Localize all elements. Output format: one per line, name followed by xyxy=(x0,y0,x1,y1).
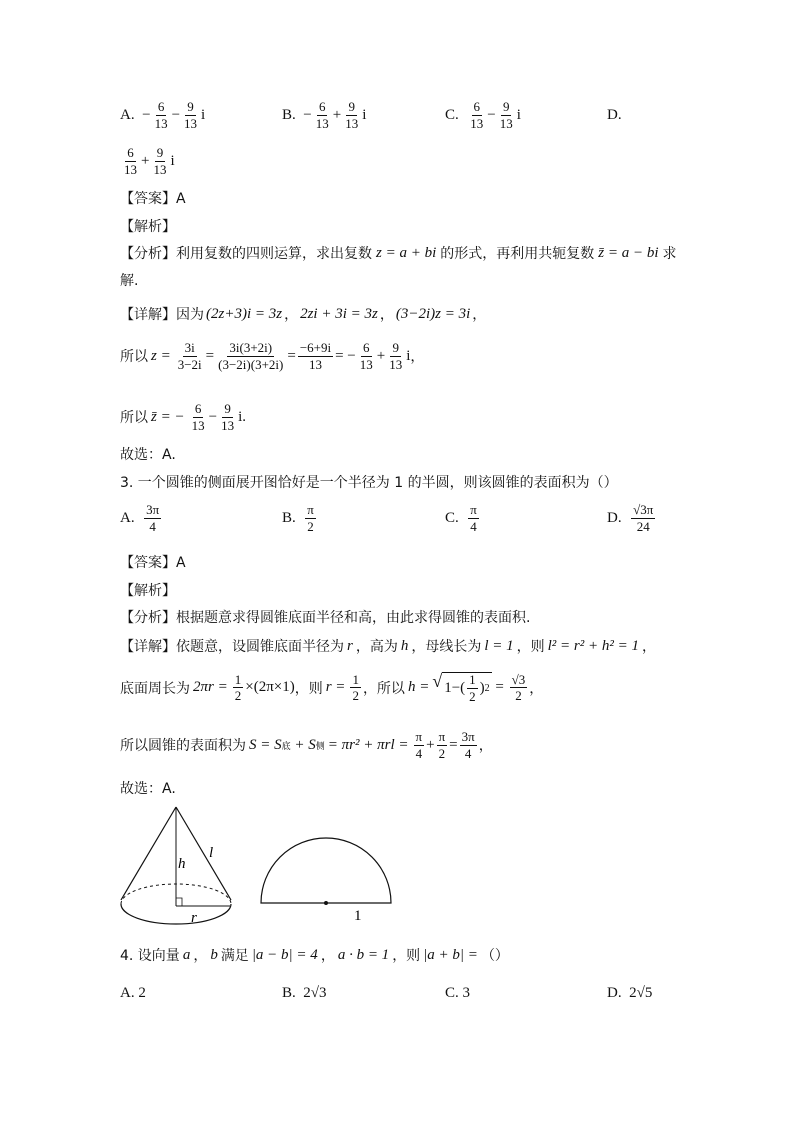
sep: ， xyxy=(410,349,425,366)
fraction xyxy=(219,402,236,432)
math: z = xyxy=(151,347,171,364)
num: 9 xyxy=(224,401,231,416)
text: 所以 xyxy=(120,410,148,427)
sep: ， xyxy=(529,680,544,697)
fraction xyxy=(216,341,285,371)
text: 根据题意求得圆锥底面半径和高，由此求得圆锥的表面积. xyxy=(176,610,531,626)
text: 的形式，再利用共轭复数 xyxy=(440,246,595,262)
den: 13 xyxy=(499,115,513,131)
option-label: B. xyxy=(282,509,296,526)
sep: ， xyxy=(284,307,299,323)
label-r: r xyxy=(191,910,197,926)
den: (3−2i)(3+2i) xyxy=(218,356,284,372)
text: 底面周长为 xyxy=(120,680,190,697)
text: ，则 xyxy=(516,639,545,655)
q3-option-d xyxy=(607,503,657,533)
den: 13 xyxy=(389,356,403,372)
cone-figure xyxy=(112,800,412,935)
text: 满足 xyxy=(220,948,249,964)
sep: ， xyxy=(478,738,493,755)
option-value: 2√3 xyxy=(303,985,327,1001)
text: 4. 设向量 xyxy=(120,948,180,964)
den: 4 xyxy=(149,518,156,534)
sign: − xyxy=(142,106,151,123)
text: 利用复数的四则运算，求出复数 xyxy=(176,246,372,262)
text: ，则 xyxy=(392,948,421,964)
q2-option-b xyxy=(282,100,366,130)
label-l: l xyxy=(209,845,214,861)
sep: ， xyxy=(320,948,335,964)
sqrt: √ 1− ( $\frac{1}{2}$ ) 2 xyxy=(432,671,490,704)
q2-fenxi-cont: 解. xyxy=(120,273,139,289)
text: ，所以 xyxy=(362,680,405,697)
num: 3i xyxy=(184,340,195,355)
math: ×(2π×1) xyxy=(245,679,295,696)
math: S = S xyxy=(249,736,282,753)
detail-tag: 【详解】 xyxy=(120,307,176,323)
op: − xyxy=(171,106,181,123)
vector-b: b xyxy=(210,946,218,963)
num: 9 xyxy=(156,145,164,160)
q4-option-c: C. 3 xyxy=(445,985,471,1001)
q3-option-c xyxy=(445,503,481,533)
math: l = 1 xyxy=(484,637,514,654)
num: 6 xyxy=(194,401,202,416)
num: √3 xyxy=(511,671,526,687)
fraction xyxy=(343,100,360,130)
q2-detail-line1 xyxy=(120,304,486,324)
q2-option-d xyxy=(120,146,175,176)
num: 9 xyxy=(348,99,355,114)
q3-choose: 故选：A. xyxy=(120,781,176,797)
q3-option-b xyxy=(282,503,318,533)
num: √3π xyxy=(633,502,654,517)
fraction: $\frac{1}{2}$ xyxy=(469,672,476,704)
math: h xyxy=(400,637,409,654)
math: z̄ = a − bi xyxy=(598,244,659,261)
math: (3−2i)z = 3i xyxy=(395,305,471,322)
subscript: 侧 xyxy=(315,741,325,752)
option-label: B. xyxy=(282,985,296,1001)
detail-tag: 【详解】 xyxy=(120,639,176,655)
fraction xyxy=(631,503,655,533)
den: 2 xyxy=(352,688,359,704)
num: −6+9i xyxy=(299,340,332,355)
q2-choose: 故选：A. xyxy=(120,447,176,463)
fraction xyxy=(498,100,515,130)
fraction xyxy=(510,673,528,703)
unit: i xyxy=(170,152,175,169)
answer-value: A xyxy=(176,191,186,207)
option-label: A. xyxy=(120,509,135,526)
num: 6 xyxy=(318,99,326,114)
fenxi-tag: 【分析】 xyxy=(120,246,176,262)
fraction xyxy=(190,402,207,432)
num: 6 xyxy=(127,145,134,160)
den: 13 xyxy=(124,161,137,177)
q3-analysis-tag: 【解析】 xyxy=(120,583,176,599)
math: a · b = 1 xyxy=(337,946,390,963)
text: 依题意，设圆锥底面半径为 xyxy=(176,639,344,655)
fraction xyxy=(314,100,331,130)
math: z = a + bi xyxy=(376,244,437,261)
fraction xyxy=(144,503,161,533)
unit: i xyxy=(238,408,243,425)
cone-drawing xyxy=(121,807,231,924)
op: + xyxy=(332,106,342,123)
num: π xyxy=(470,502,477,517)
subscript: 底 xyxy=(281,741,291,752)
fraction xyxy=(468,100,485,130)
option-value: 2√5 xyxy=(629,985,653,1001)
den: 13 xyxy=(154,115,168,131)
den: 2 xyxy=(234,688,242,704)
unit: i xyxy=(406,347,411,364)
unit: i xyxy=(516,106,521,123)
fraction xyxy=(176,341,204,371)
math: h = xyxy=(407,679,430,696)
math: l² = r² + h² = 1 xyxy=(547,637,640,654)
fraction xyxy=(122,146,139,176)
fenxi-tag: 【分析】 xyxy=(120,610,176,626)
q4-option-b xyxy=(282,985,327,1002)
num: 1 xyxy=(234,671,242,687)
unit: i xyxy=(362,106,367,123)
q3-fenxi xyxy=(120,607,530,627)
text: （） xyxy=(480,948,509,964)
op: − xyxy=(487,106,496,123)
q2-answer xyxy=(120,188,186,208)
num: 6 xyxy=(363,340,370,355)
q3-stem: 3. 一个圆锥的侧面展开图恰好是一个半径为 1 的半圆，则该圆锥的表面积为（） xyxy=(120,475,618,491)
answer-tag: 【答案】 xyxy=(120,555,176,571)
text: ，高为 xyxy=(355,639,398,655)
den: 13 xyxy=(345,115,359,131)
fraction xyxy=(387,341,404,371)
q3-option-a xyxy=(120,503,163,533)
den: 13 xyxy=(359,356,373,372)
num: 9 xyxy=(187,99,194,114)
den: 13 xyxy=(153,161,167,177)
q3-answer xyxy=(120,552,186,572)
num: 1 xyxy=(352,671,359,687)
q2-option-d-label: D. xyxy=(607,107,622,123)
option-label: C. xyxy=(445,509,459,526)
fraction xyxy=(358,341,375,371)
num: π xyxy=(307,502,314,517)
q2-option-c xyxy=(445,100,521,130)
den: 13 xyxy=(191,417,205,433)
num: 9 xyxy=(392,340,399,355)
sep: ， xyxy=(472,307,487,323)
q2-analysis-tag: 【解析】 xyxy=(120,219,176,235)
sign: − xyxy=(303,106,312,123)
num: 9 xyxy=(502,99,510,114)
math: z̄ = − xyxy=(151,408,185,425)
sep: ， xyxy=(379,307,394,323)
q2-detail-line3: 所以 z̄ = − $\frac{6}{13}$ − $\frac{9}{13}$ i . xyxy=(120,401,246,433)
den: 3−2i xyxy=(177,356,202,372)
sep: ， xyxy=(642,639,657,655)
fraction: $\frac{\pi}{2}$ xyxy=(438,729,446,761)
option-label: D. xyxy=(607,985,622,1001)
q4-option-d xyxy=(607,985,652,1002)
den: 24 xyxy=(636,518,650,534)
math: 2πr = xyxy=(193,679,228,696)
den: 13 xyxy=(221,417,235,433)
math: r = xyxy=(325,679,346,696)
den: 2 xyxy=(515,688,522,704)
q3-detail-line3: 所以圆锥的表面积为 S = S 底 + S 侧 = πr² + πrl = $\frac{\pi}{4}$ + $\frac{\pi}{2}$ = $\frac{3\pi}{4}$ ， xyxy=(120,729,493,761)
answer-value: A xyxy=(176,555,186,571)
label-h: h xyxy=(178,856,186,872)
label-one: 1 xyxy=(354,908,362,924)
math: r xyxy=(347,637,353,654)
fraction: $\frac{3\pi}{4}$ xyxy=(461,729,475,761)
option-label: B. xyxy=(282,106,296,123)
math: (2z+3)i = 3z xyxy=(206,305,283,322)
fraction xyxy=(153,100,170,130)
text: ，则 xyxy=(294,680,323,697)
fraction xyxy=(468,503,479,533)
answer-tag: 【答案】 xyxy=(120,191,176,207)
num: 6 xyxy=(157,99,165,114)
text: 所以圆锥的表面积为 xyxy=(120,738,246,755)
math: |a − b| = 4 xyxy=(251,946,318,963)
den: 13 xyxy=(315,115,329,131)
den: 13 xyxy=(470,115,484,131)
option-label: C. xyxy=(445,106,459,123)
den: 2 xyxy=(307,518,314,534)
text: ，母线长为 xyxy=(411,639,482,655)
vector-a: a xyxy=(182,946,191,963)
text: 因为 xyxy=(176,307,204,323)
unit: i xyxy=(201,106,206,123)
math: |a + b| = xyxy=(423,946,478,963)
op: + xyxy=(141,152,150,169)
option-label: A. xyxy=(120,106,135,123)
q2-fenxi xyxy=(120,243,677,263)
num: 3π xyxy=(146,502,160,517)
option-label: D. xyxy=(607,509,622,526)
q2-option-a xyxy=(120,100,205,130)
q2-detail-line2: 所以 z = $\frac{3i}{3-2i}$ = $\frac{3i(3+2i)}{(3-2i)(3+2i)}$ = $\frac{-6+9i}{13}$ = − $\frac{6}{13}$ + $\frac{9}{13}$ i ， xyxy=(120,340,425,372)
semicircle-drawing xyxy=(261,838,391,905)
fraction xyxy=(305,503,316,533)
math: = πr² + πrl = xyxy=(327,736,409,753)
fraction: $\frac{\pi}{4}$ xyxy=(415,729,423,761)
fraction xyxy=(233,673,244,703)
q4-option-a: A. 2 xyxy=(120,985,146,1001)
den: 4 xyxy=(470,518,477,534)
math: 1− xyxy=(444,679,461,696)
den: 13 xyxy=(184,115,198,131)
q3-detail-line1 xyxy=(120,636,656,656)
den: 13 xyxy=(308,356,322,372)
q4-stem: 4. 设向量 a ， b 满足 |a − b| = 4 ， a · b = 1 ，则 |a + b| = （） xyxy=(120,946,509,964)
fraction xyxy=(298,341,333,371)
fraction xyxy=(151,146,168,176)
fraction xyxy=(182,100,199,130)
text: 求 xyxy=(662,246,677,262)
q3-detail-line2: 底面周长为 2πr = $\frac{1}{2}$ ×(2π×1) ，则 r = $\frac{1}{2}$ ，所以 h = √ 1− ( $\frac{1}{2}$ ) 2 = $\frac{√3}{2}$ ， xyxy=(120,671,544,704)
num: 6 xyxy=(473,99,481,114)
math: 2zi + 3i = 3z xyxy=(300,305,378,322)
text: 所以 xyxy=(120,349,148,366)
op: = − xyxy=(335,347,356,364)
fraction xyxy=(350,673,361,703)
num: 3i(3+2i) xyxy=(229,340,273,355)
